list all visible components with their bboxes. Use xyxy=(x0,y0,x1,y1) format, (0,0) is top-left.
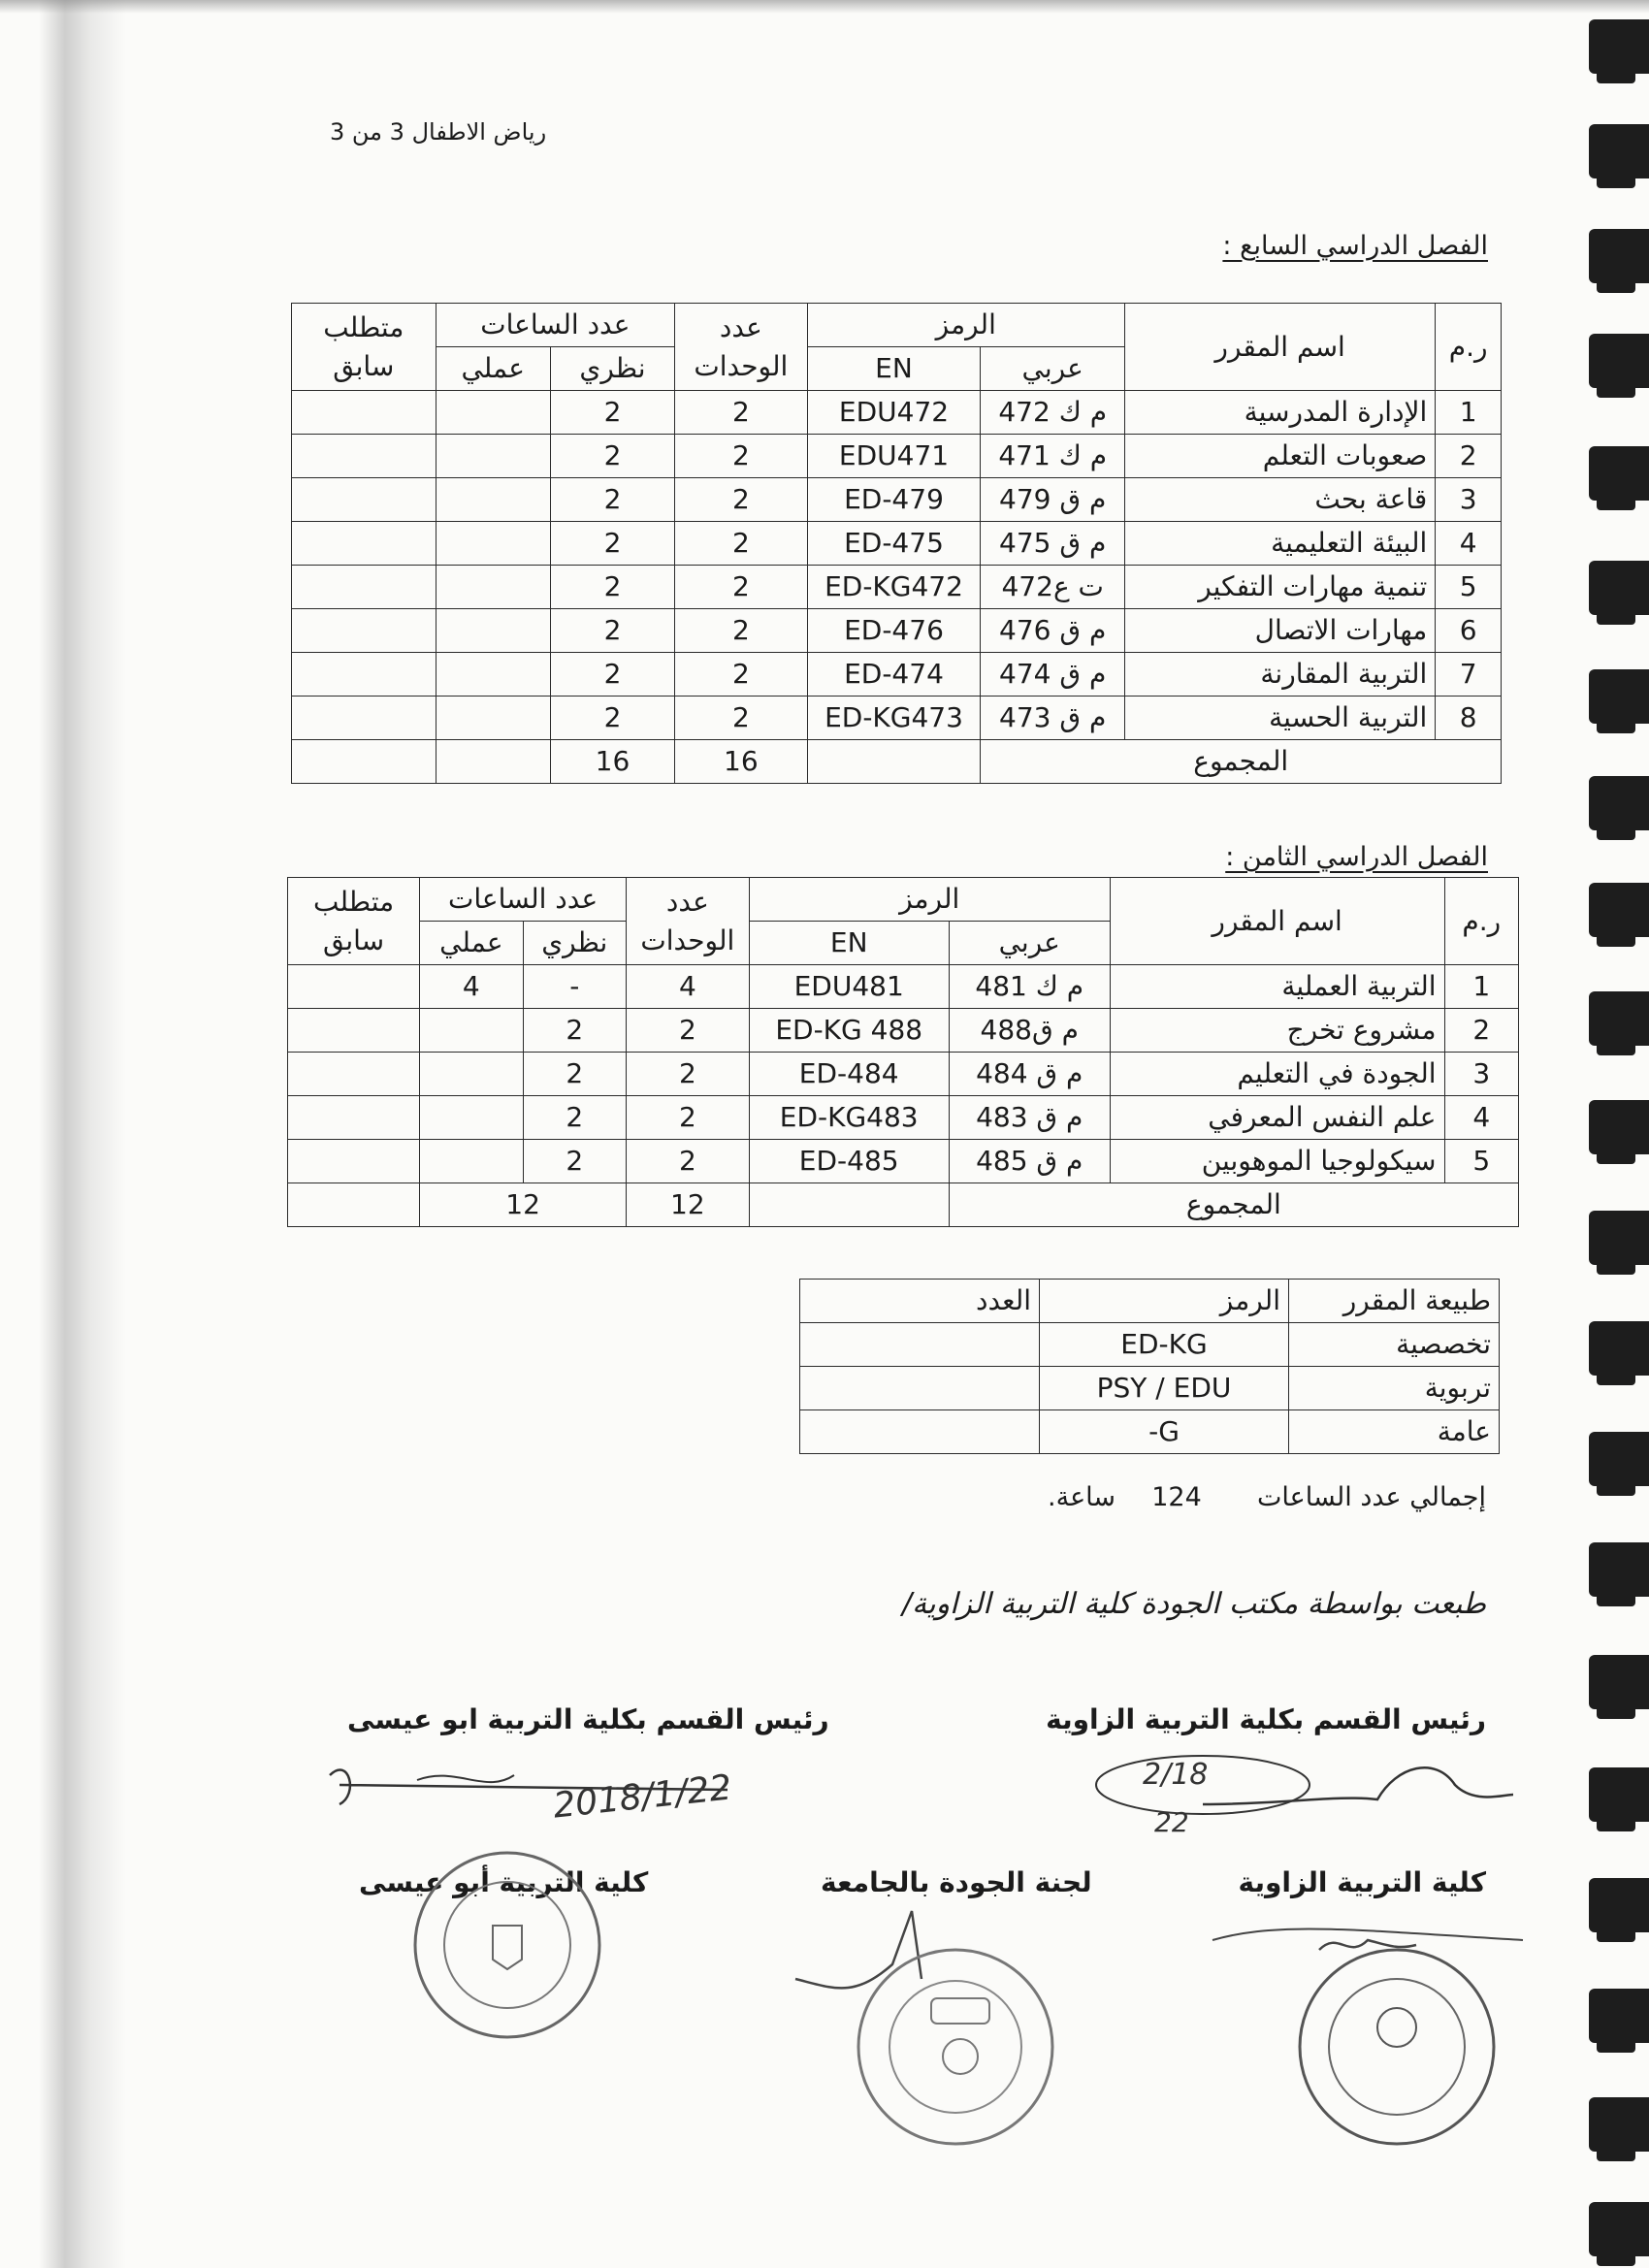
semester8-table xyxy=(287,877,1519,1227)
header-course-name: اسم المقرر xyxy=(1110,878,1444,965)
header-code-ar: عربي xyxy=(981,347,1125,391)
table-row: 5 سيكولوجيا الموهوبين م ق 485 ED-485 2 2 xyxy=(288,1140,1519,1183)
header-units: عدد الوحدات xyxy=(627,878,750,965)
stamp-college-zawia xyxy=(1203,1901,1533,2154)
college-abu-issa-title: كلية التربية أبو عيسى xyxy=(359,1866,649,1898)
table-row: 1 الإدارة المدرسية م ك 472 EDU472 2 2 xyxy=(292,391,1502,435)
header-course-name: اسم المقرر xyxy=(1124,304,1435,391)
handwritten-date-right-top: 2/18 xyxy=(1143,1758,1209,1792)
handwritten-date-left: 2018/1/22 xyxy=(551,1767,734,1827)
stamp-quality-committee xyxy=(776,1872,1067,2163)
table-row: 1 التربية العملية م ك 481 EDU481 4 - 4 xyxy=(288,965,1519,1009)
course-types-table xyxy=(799,1279,1500,1454)
semester8-title: الفصل الدراسي الثامن : xyxy=(1225,842,1488,872)
total-hours-line xyxy=(1048,1482,1486,1512)
total-hours: 12 xyxy=(420,1183,627,1227)
table-row: عامة G- xyxy=(800,1410,1500,1454)
table-row: تخصصية ED-KG xyxy=(800,1323,1500,1367)
total-row xyxy=(292,740,1502,784)
signature-head-zawia xyxy=(1086,1727,1523,1833)
total-units: 16 xyxy=(675,740,807,784)
table-row: 2 صعوبات التعلم م ك 471 EDU471 2 2 xyxy=(292,435,1502,478)
header-code-en: EN xyxy=(749,922,949,965)
header-prereq: متطلب سابق xyxy=(292,304,436,391)
table-row: 5 تنمية مهارات التفكير ت ع472 ED-KG472 2 2 xyxy=(292,566,1502,609)
semester7-table xyxy=(291,303,1502,784)
total-theory: 16 xyxy=(550,740,674,784)
header-type: طبيعة المقرر xyxy=(1289,1280,1500,1323)
header-theory: نظري xyxy=(523,922,626,965)
scan-shadow-top xyxy=(0,0,1649,14)
total-label: المجموع xyxy=(981,740,1502,784)
page-header: رياض الاطفال 3 من 3 xyxy=(330,118,547,146)
header-code: الرمز xyxy=(1040,1280,1289,1323)
table-row: 4 علم النفس المعرفي م ق 483 ED-KG483 2 2 xyxy=(288,1096,1519,1140)
header-theory: نظري xyxy=(550,347,674,391)
header-units: عدد الوحدات xyxy=(675,304,807,391)
head-zawia-title: رئيس القسم بكلية التربية الزاوية xyxy=(1046,1703,1486,1735)
printed-by-note: طبعت بواسطة مكتب الجودة كلية التربية الزاوية/ xyxy=(902,1587,1486,1621)
total-hours-unit: ساعة. xyxy=(1048,1482,1116,1512)
header-hours: عدد الساعات xyxy=(420,878,627,922)
table-row: 6 مهارات الاتصال م ق 476 ED-476 2 2 xyxy=(292,609,1502,653)
table-row: 7 التربية المقارنة م ق 474 ED-474 2 2 xyxy=(292,653,1502,697)
total-label: المجموع xyxy=(949,1183,1518,1227)
header-prereq: متطلب سابق xyxy=(288,878,420,965)
stamp-abu-issa xyxy=(386,1843,629,2047)
total-units: 12 xyxy=(627,1183,750,1227)
table-row: تربوية PSY / EDU xyxy=(800,1367,1500,1410)
table-row: 8 التربية الحسية م ق 473 ED-KG473 2 2 xyxy=(292,697,1502,740)
signature-abu-issa xyxy=(320,1736,824,1827)
table-row: 3 قاعة بحث م ق 479 ED-479 2 2 xyxy=(292,478,1502,522)
table-row: 3 الجودة في التعليم م ق 484 ED-484 2 2 xyxy=(288,1053,1519,1096)
handwritten-date-right-bottom: 22 xyxy=(1154,1806,1189,1838)
table-row: 4 البيئة التعليمية م ق 475 ED-475 2 2 xyxy=(292,522,1502,566)
header-practical: عملي xyxy=(420,922,523,965)
total-row xyxy=(288,1183,1519,1227)
header-code: الرمز xyxy=(807,304,1124,347)
semester7-title: الفصل الدراسي السابع : xyxy=(1222,231,1488,261)
header-count: العدد xyxy=(800,1280,1040,1323)
header-num: ر.م xyxy=(1436,304,1502,391)
spiral-binding xyxy=(1581,0,1649,2268)
header-code: الرمز xyxy=(749,878,1110,922)
table-row: 2 مشروع تخرج م ق488 ED-KG 488 2 2 xyxy=(288,1009,1519,1053)
quality-committee-title: لجنة الجودة بالجامعة xyxy=(821,1866,1092,1898)
total-hours-value: 124 xyxy=(1151,1482,1202,1512)
head-abu-issa-title: رئيس القسم بكلية التربية ابو عيسى xyxy=(347,1703,829,1735)
total-hours-label: إجمالي عدد الساعات xyxy=(1256,1482,1486,1512)
scan-shadow-left xyxy=(39,0,126,2268)
header-code-en: EN xyxy=(807,347,981,391)
header-num: ر.م xyxy=(1444,878,1518,965)
header-practical: عملي xyxy=(436,347,550,391)
college-zawia-title: كلية التربية الزاوية xyxy=(1238,1866,1486,1898)
header-code-ar: عربي xyxy=(949,922,1110,965)
header-hours: عدد الساعات xyxy=(436,304,675,347)
